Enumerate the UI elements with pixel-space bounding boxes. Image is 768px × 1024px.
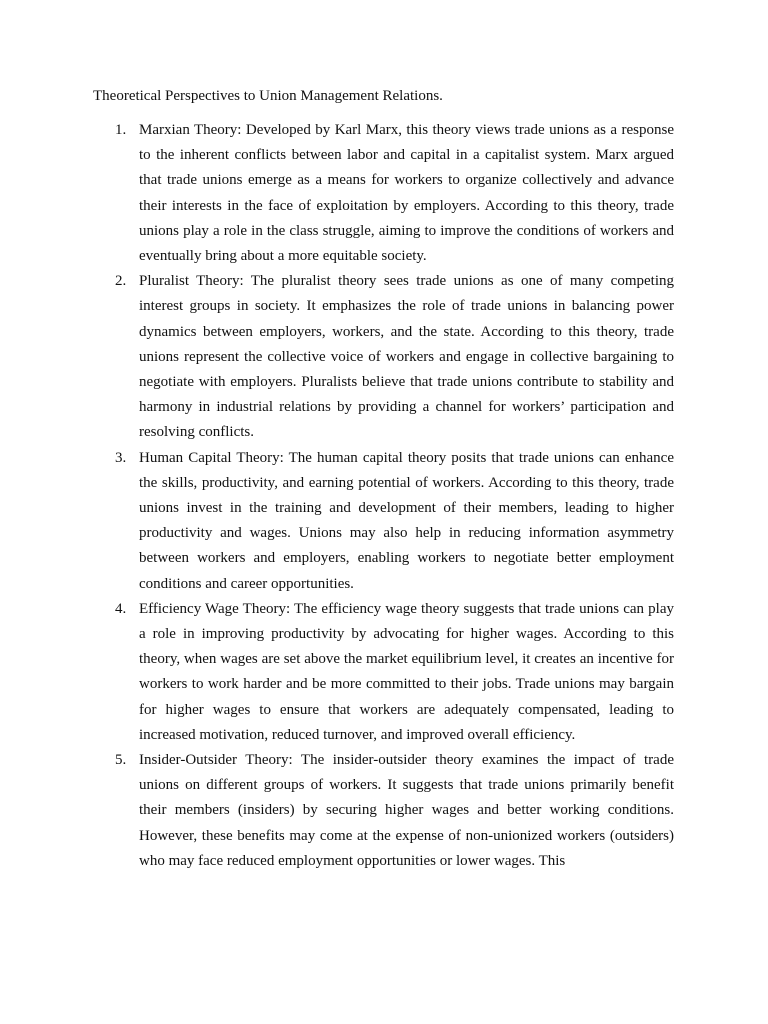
list-item (115, 269, 674, 445)
list-item (115, 118, 674, 269)
list-item (115, 748, 674, 874)
list-item (115, 446, 674, 597)
list-item-text: Pluralist Theory: The pluralist theory sees trade unions as one of many competing interest groups in society. It emphasizes the role of trade unions in balancing power dynamics between employers, workers, and the state. According to this theory, trade unions represent the collective voice of workers and engage in collective bargaining to negotiate with employers. Pluralists believe that trade unions contribute to stability and harmony in industrial relations by providing a channel for workers’ participation and resolving conflicts. (139, 273, 674, 441)
list-item-text: Human Capital Theory: The human capital theory posits that trade unions can enhance the skills, productivity, and earning potential of workers. According to this theory, trade unions invest in the training and development of their members, leading to higher productivity and wages. Unions may also help in reducing information asymmetry between workers and employers, enabling workers to negotiate better employment conditions and career opportunities. (139, 449, 674, 592)
list-item-number: 3. (115, 449, 127, 466)
list-item-number: 4. (115, 600, 127, 617)
list-item-text: Insider-Outsider Theory: The insider-outsider theory examines the impact of trade unions on different groups of workers. It suggests that trade unions primarily benefit their members (insiders) by securing higher wages and better working conditions. However, these benefits may come at the expense of non-unionized workers (outsiders) who may face reduced employment opportunities or lower wages. This (139, 752, 674, 869)
list-item (115, 597, 674, 748)
list-item-number: 5. (115, 752, 127, 769)
list-item-number: 1. (115, 122, 127, 138)
list-item-number: 2. (115, 273, 127, 290)
list-item-text: Marxian Theory: Developed by Karl Marx, this theory views trade unions as a response to the inherent conflicts between labor and capital in a capitalist system. Marx argued that trade unions emerge as a means for workers to organize collectively and advance their interests in the face of exploitation by employers. According to this theory, trade unions play a role in the class struggle, aiming to improve the conditions of workers and eventually bring about a more equitable society. (139, 122, 674, 265)
list-item-text: Efficiency Wage Theory: The efficiency wage theory suggests that trade unions can play a role in improving productivity by advocating for higher wages. According to this theory, when wages are set above the market equilibrium level, it creates an incentive for workers to work harder and be more committed to their jobs. Trade unions may bargain for higher wages to ensure that workers are adequately compensated, leading to increased motivation, reduced turnover, and improved overall efficiency. (139, 600, 674, 743)
theory-list (115, 118, 674, 874)
document-title: Theoretical Perspectives to Union Management Relations. (93, 88, 443, 104)
